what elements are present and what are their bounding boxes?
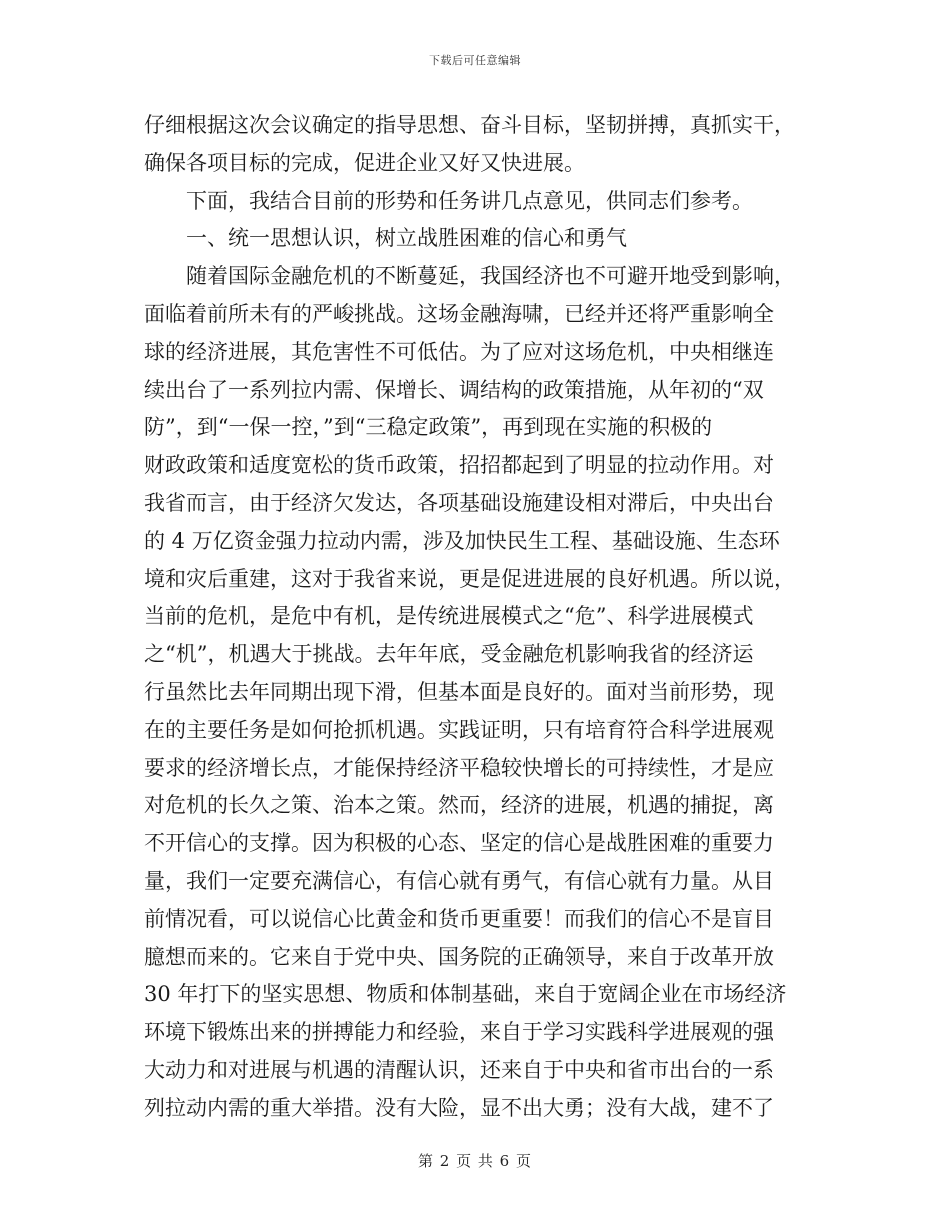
body-line: 随着国际金融危机的不断蔓延，我国经济也不可避开地受到影响， (144, 264, 795, 289)
body-line: 环境下锻炼出来的拼搏能力和经验，来自于学习实践科学进展观的强 (144, 1020, 774, 1045)
body-line: 仔细根据这次会议确定的指导思想、奋斗目标，坚韧拼搏，真抓实干， (144, 113, 795, 137)
body-line: 我省而言，由于经济欠发达，各项基础设施建设相对滞后，中央出台 (144, 490, 774, 515)
body-line: 30 年打下的坚实思想、物质和体制基础，来自于宽阔企业在市场经济 (144, 982, 787, 1007)
body-line: 要求的经济增长点，才能保持经济平稳较快增长的可持续性，才是应 (144, 755, 774, 780)
section-heading: 一、统一思想认识，树立战胜困难的信心和勇气 (144, 226, 627, 251)
body-line: 臆想而来的。它来自于党中央、国务院的正确领导，来自于改革开放 (144, 944, 774, 969)
body-line: 之“机”，机遇大于挑战。去年年底，受金融危机影响我省的经济运 (144, 642, 754, 667)
body-line: 财政政策和适度宽松的货币政策，招招都起到了明显的拉动作用。对 (144, 453, 774, 478)
body-line: 大动力和对进展与机遇的清醒认识，还来自于中央和省市出台的一系 (144, 1057, 774, 1082)
body-line: 不开信心的支撑。因为积极的心态、坚定的信心是战胜困难的重要力 (144, 831, 774, 856)
body-line: 面临着前所未有的严峻挑战。这场金融海啸，已经并还将严重影响全 (144, 301, 774, 326)
body-line: 的 4 万亿资金强力拉动内需，涉及加快民生工程、基础设施、生态环 (144, 528, 780, 553)
body-line: 下面，我结合目前的形势和任务讲几点意见，供同志们参考。 (144, 188, 753, 213)
body-line: 防”，到“一保一控，”到“三稳定政策”，再到现在实施的积极的 (144, 415, 713, 440)
body-line: 续出台了一系列拉内需、保增长、调结构的政策措施，从年初的“双 (144, 377, 764, 402)
page-number: 第 2 页 共 6 页 (418, 1152, 532, 1170)
body-line: 量，我们一定要充满信心，有信心就有勇气，有信心就有力量。从目 (144, 868, 774, 893)
body-line: 球的经济进展，其危害性不可低估。为了应对这场危机，中央相继连 (144, 339, 774, 364)
body-line: 确保各项目标的完成，促进企业又好又快进展。 (144, 150, 585, 175)
body-line: 对危机的长久之策、治本之策。然而，经济的进展，机遇的捕捉，离 (144, 793, 774, 818)
body-line: 前情况看，可以说信心比黄金和货币更重要！而我们的信心不是盲目 (144, 906, 774, 931)
body-line: 列拉动内需的重大举措。没有大险，显不出大勇；没有大战，建不了 (144, 1095, 774, 1120)
body-line: 行虽然比去年同期出现下滑，但基本面是良好的。面对当前形势，现 (144, 679, 774, 704)
body-line: 当前的危机，是危中有机，是传统进展模式之“危”、科学进展模式 (144, 604, 754, 629)
body-line: 境和灾后重建，这对于我省来说，更是促进进展的良好机遇。所以说， (144, 566, 795, 591)
header-note: 下载后可任意编辑 (429, 54, 521, 67)
body-line: 在的主要任务是如何抢抓机遇。实践证明，只有培育符合科学进展观 (144, 717, 774, 742)
document-body (144, 107, 809, 1128)
